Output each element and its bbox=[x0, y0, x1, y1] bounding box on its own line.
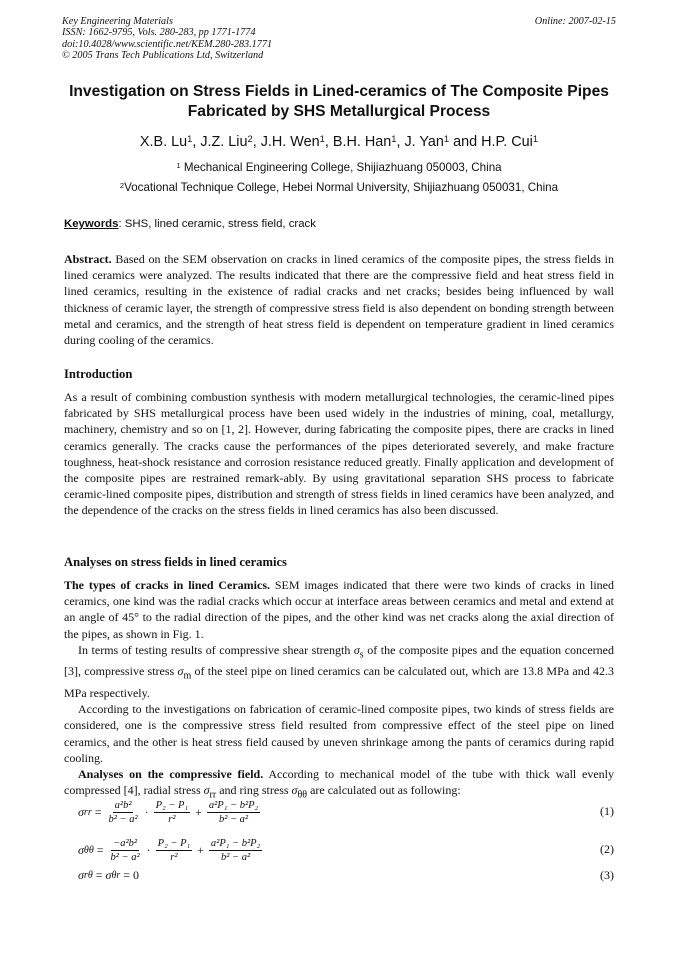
eq-lhs-sub: rr bbox=[83, 806, 92, 818]
author: J. Yan bbox=[404, 134, 444, 150]
paragraph-crack-types bbox=[64, 577, 614, 642]
equation-number: (3) bbox=[600, 868, 614, 882]
issn-line: ISSN: 1662-9795, Vols. 280-283, pp 1771-1774 bbox=[62, 27, 256, 39]
affiliation-2 bbox=[62, 180, 616, 195]
affiliation-text: Mechanical Engineering College, Shijiazhuang 050003, China bbox=[183, 161, 502, 174]
keywords-text: : SHS, lined ceramic, stress field, crack bbox=[118, 218, 316, 230]
text-run: In terms of testing results of compressive shear strength bbox=[78, 642, 354, 657]
eq-dot: · bbox=[144, 804, 149, 819]
symbol-subscript: m bbox=[183, 670, 192, 682]
eq-fraction bbox=[207, 799, 260, 826]
author-separator: , bbox=[192, 134, 201, 150]
introduction-text: As a result of combining combustion synthesis with modern metallurgical technologies, the ceramic-lined pipes fabricated by SHS metallurgical process have been used widely in the industries of mining, coal, metallurgy, machinery, chemistry and so on [1, 2]. However, during fabricating the composite pipes, there are cracks in lined ceramics generally. The cracks cause the performances of the pipes deteriorated severely, and make fracture toughness, heat-shock resistance and corrosion resistance reduced greatly. Finally application and development of the composite pipes are restrained remark-ably. By using gravitational separation SHS process to fabricate ceramic-lined composite pipes, distribution and strength of stress fields in lined ceramics have been analyzed, and the dependence of the cracks on the stress fields in lined ceramics has also been discussed. bbox=[64, 390, 614, 518]
keywords-label: Keywords bbox=[64, 218, 119, 230]
eq-equals: = bbox=[94, 804, 102, 819]
author: H.P. Cui bbox=[481, 134, 533, 150]
eq-numerator: P₂ − P₁ bbox=[155, 799, 189, 811]
affiliation-number: 1 bbox=[176, 160, 181, 170]
eq-lhs: σ bbox=[78, 804, 84, 819]
author: J.H. Wen bbox=[260, 134, 320, 150]
author-list bbox=[62, 132, 616, 152]
eq-equals: = bbox=[96, 842, 104, 857]
symbol-subscript: s bbox=[359, 649, 364, 661]
abstract-text: Based on the SEM observation on cracks in lined ceramics of the composite pipes, the stress fields in lined ceramics were analyzed. The results indicated that there are the compressive field and heat stress field in lined ceramics, resulting in the existence of radial cracks and net cracks; besides being influenced by wall thickness of ceramic layer, the strength of compressive stress field is also dependent on bonding strength between metal and ceramics, and the strength of heat stress field is dependent on temperature gradient in lined ceramics during cooling of the ceramics. bbox=[64, 252, 614, 348]
eq-lhs: σ bbox=[78, 867, 84, 882]
crack-types-label: The types of cracks in lined Ceramics. bbox=[64, 578, 271, 592]
keywords bbox=[64, 217, 616, 232]
affiliation-text: Vocational Technique College, Hebei Normal University, Shijiazhuang 050031, China bbox=[124, 181, 559, 194]
section-heading-introduction: Introduction bbox=[64, 367, 133, 381]
equation-3 bbox=[64, 860, 614, 900]
author: X.B. Lu bbox=[139, 134, 188, 150]
abstract-label: Abstract. bbox=[64, 252, 112, 266]
eq-equals: = bbox=[95, 867, 103, 882]
eq-denominator: b² − a² bbox=[108, 813, 138, 825]
text-run: are calculated out as following: bbox=[307, 783, 461, 798]
affiliation-1 bbox=[62, 160, 616, 175]
eq-numerator: P₂ − P₁ bbox=[157, 837, 191, 849]
eq-fraction bbox=[107, 799, 140, 826]
affiliation-number: 2 bbox=[119, 180, 125, 190]
symbol-subscript: rr bbox=[209, 789, 217, 801]
author-affiliation-mark: 1 bbox=[391, 133, 397, 144]
crack-types-text: SEM images indicated that there were two kinds of cracks in lined ceramics, one kind was the radial cracks which occur at interface areas between ceramics and metal and extend at an angle of 45° to the radial direction of the pipes, and the other kind was net cracks along the axial direction of the pipes, as shown in Fig. 1. bbox=[64, 578, 614, 641]
text-run: of the composite pipes and the equation concerned [3], compressive stress bbox=[64, 642, 615, 679]
journal-name: Key Engineering Materials bbox=[62, 16, 173, 27]
symbol-subscript: θθ bbox=[297, 789, 308, 801]
equation-number: (2) bbox=[600, 842, 614, 856]
copyright-line: © 2005 Trans Tech Publications Ltd, Switzerland bbox=[62, 49, 264, 61]
eq-mid: σ bbox=[105, 867, 112, 882]
author-separator: , bbox=[252, 134, 261, 150]
eq-mid-sub: θr bbox=[111, 869, 121, 881]
author-affiliation-mark: 1 bbox=[187, 133, 193, 144]
eq-denominator: r² bbox=[170, 851, 178, 863]
author: J.Z. Liu bbox=[200, 134, 248, 150]
author-affiliation-mark: 2 bbox=[247, 133, 253, 144]
doi-line: doi:10.4028/www.scientific.net/KEM.280-283.1771 bbox=[62, 38, 273, 50]
compressive-field-label: Analyses on the compressive field. bbox=[78, 767, 264, 782]
eq-lhs-sub: θθ bbox=[83, 844, 94, 856]
paragraph-testing-results bbox=[64, 642, 614, 701]
eq-rhs: = 0 bbox=[123, 867, 140, 882]
eq-numerator: a²P₁ − b²P₂ bbox=[208, 799, 259, 811]
journal-header bbox=[62, 16, 616, 61]
author-separator: , bbox=[396, 134, 405, 150]
equation-3-body bbox=[78, 860, 142, 890]
eq-plus: + bbox=[197, 842, 204, 857]
text-run: of the steel pipe on lined ceramics can be calculated out, which are 13.8 MPa and 42.3 MPa respectively. bbox=[64, 664, 615, 700]
eq-denominator: b² − a² bbox=[110, 851, 140, 863]
eq-denominator: b² − a² bbox=[218, 813, 249, 825]
eq-denominator: r² bbox=[168, 813, 176, 825]
paper-title: Investigation on Stress Fields in Lined-ceramics of The Composite Pipes Fabricated by SHS Metallurgical Process bbox=[69, 83, 609, 120]
symbol-sigma: σ bbox=[353, 642, 360, 657]
author: B.H. Han bbox=[332, 134, 392, 150]
eq-lhs: σ bbox=[78, 842, 84, 857]
eq-plus: + bbox=[195, 804, 202, 819]
eq-numerator: a²P₁ − b²P₂ bbox=[210, 837, 261, 849]
author-conjunction: and bbox=[449, 134, 482, 150]
introduction-paragraph bbox=[64, 389, 614, 519]
eq-lhs-sub: rθ bbox=[83, 869, 93, 881]
paragraph-stress-fields: According to the investigations on fabrication of ceramic-lined composite pipes, two kinds of stress fields are considered, one is the compressive stress field resulted from compressive effect of the steel pipe on lined ceramics, and the other is heat stress field caused by uneven shrinkage among the pants of ceramics during rapid cooling. bbox=[64, 702, 614, 765]
author-affiliation-mark: 1 bbox=[319, 133, 325, 144]
text-run: and ring stress bbox=[216, 783, 292, 798]
author-affiliation-mark: 1 bbox=[443, 133, 450, 144]
eq-dot: · bbox=[146, 842, 151, 857]
eq-numerator: −a²b² bbox=[113, 837, 138, 849]
equation-1-body bbox=[78, 789, 262, 832]
text-run: According to mechanical model of the tube with thick wall evenly compressed [4], radial stress bbox=[64, 767, 614, 798]
symbol-sigma: σ bbox=[177, 664, 184, 679]
equation-number: (1) bbox=[600, 804, 614, 818]
eq-numerator: a²b² bbox=[114, 799, 132, 811]
section-heading-analyses: Analyses on stress fields in lined ceramics bbox=[64, 555, 287, 569]
author-affiliation-mark: 1 bbox=[532, 133, 539, 144]
symbol-sigma: σ bbox=[291, 783, 298, 798]
eq-fraction bbox=[154, 799, 190, 826]
analyses-body bbox=[64, 577, 614, 804]
online-date: Online: 2007-02-15 bbox=[534, 16, 616, 27]
author-separator: , bbox=[324, 134, 333, 150]
symbol-sigma: σ bbox=[203, 783, 210, 798]
abstract bbox=[64, 251, 614, 348]
eq-denominator: b² − a² bbox=[220, 851, 251, 863]
